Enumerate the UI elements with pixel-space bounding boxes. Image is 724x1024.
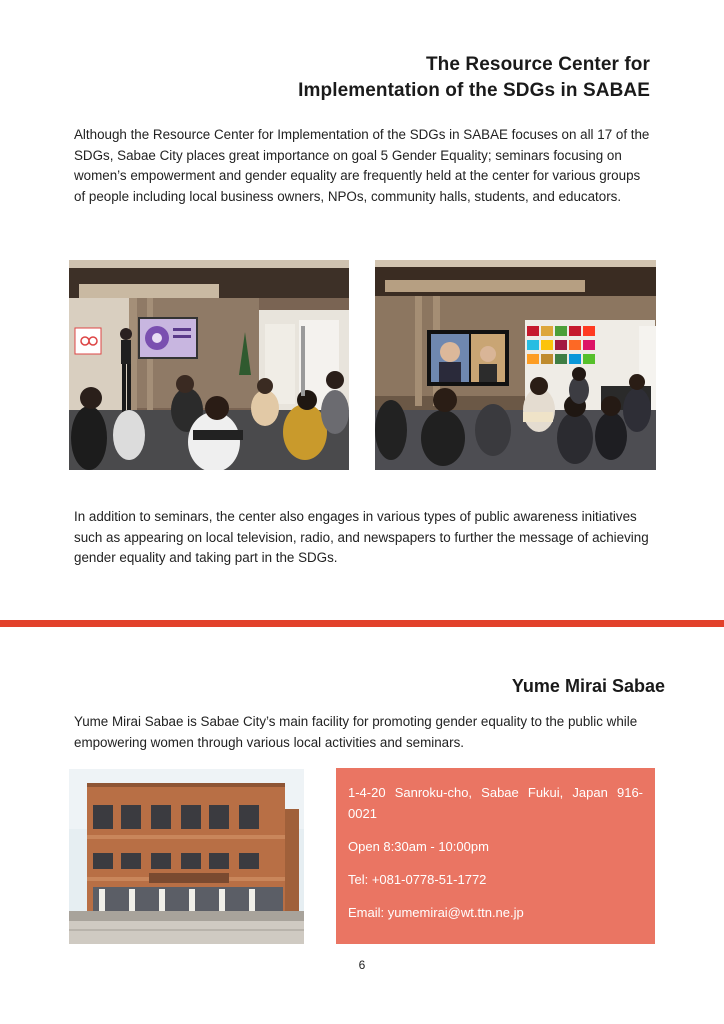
seminar-photo-presentation [69,260,349,470]
page-number: 6 [358,958,366,972]
section-title-resource-center [150,52,650,104]
intro-paragraph: Although the Resource Center for Implementation of the SDGs in SABAE focuses on all 17 of the SDGs, Sabae City places great importance on goal 5 Gender Equality; seminars focusing on women’s empowerment and gender equality are frequently held at the center for various groups of people including local business owners, NPOs, community halls, students, and educators. [74,127,650,204]
contact-info-box [336,768,655,944]
address-text: 1-4-20 Sanroku-cho, Sabae Fukui, Japan 916-0021 [348,785,643,821]
title-line-2: Implementation of the SDGs in SABAE [298,80,650,101]
telephone-text: Tel: +081-0778-51-1772 [348,872,487,887]
email-text: Email: yumemirai@wt.ttn.ne.jp [348,905,524,920]
awareness-paragraph: In addition to seminars, the center also engages in various types of public awareness initiatives such as appearing on local television, radio, and newspapers to further the message of achieving gender equality and taking part in the SDGs. [74,509,649,565]
yume-mirai-paragraph: Yume Mirai Sabae is Sabae City’s main facility for promoting gender equality to the public while empowering women through various local activities and seminars. [74,714,638,750]
section-title-yume-mirai: Yume Mirai Sabae [511,676,665,696]
yume-mirai-building-photo [69,769,304,944]
seminar-photo-online [375,260,656,470]
section-divider [0,620,724,627]
title-line-1: The Resource Center for [425,54,650,75]
opening-hours-text: Open 8:30am - 10:00pm [348,839,489,854]
